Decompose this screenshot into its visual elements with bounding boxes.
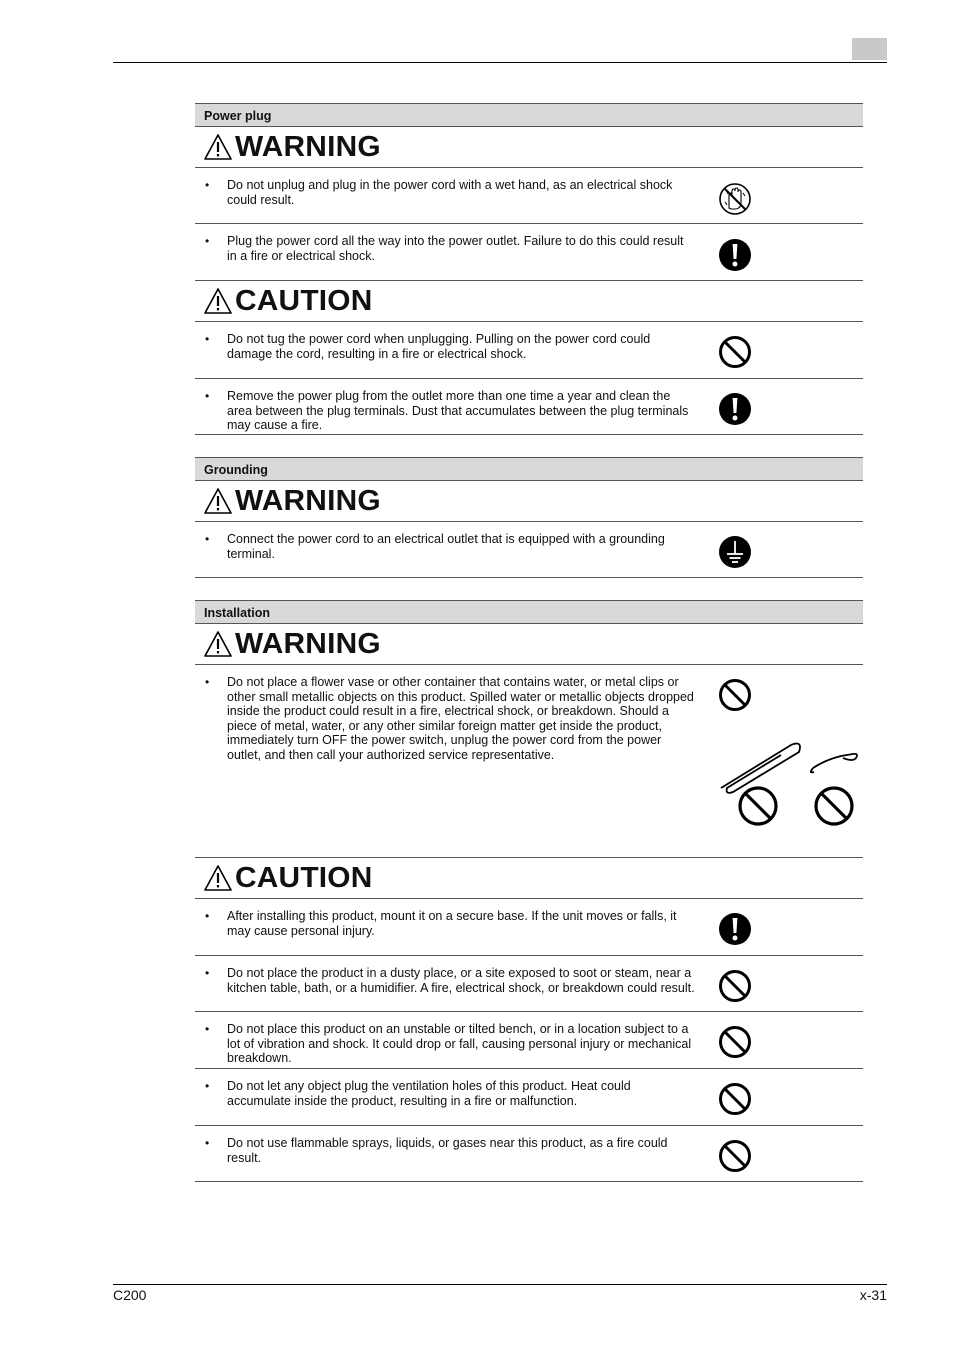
list-item — [195, 522, 863, 578]
header-rule — [113, 62, 887, 63]
section-title-installation: Installation — [195, 600, 863, 624]
list-item — [195, 899, 863, 956]
ground-icon — [718, 535, 752, 569]
no-wet-hands-icon — [718, 182, 752, 216]
bullet: • — [205, 909, 210, 923]
prohibition-icon — [718, 1025, 752, 1059]
bullet: • — [205, 675, 210, 689]
paper-clip-icon — [713, 740, 863, 835]
prohibition-icon — [718, 1082, 752, 1116]
bullet: • — [205, 1079, 210, 1093]
list-item — [195, 1126, 863, 1182]
caution-label: CAUTION — [235, 861, 373, 894]
section-title-power-plug: Power plug — [195, 103, 863, 127]
exclamation-icon — [718, 912, 752, 946]
exclamation-icon — [718, 238, 752, 272]
prohibition-icon — [718, 1139, 752, 1173]
warning-triangle-icon — [204, 631, 232, 657]
warning-banner — [195, 127, 863, 168]
item-text: Do not place a flower vase or other container that contains water, or metal clips or other small metallic objects on this product. Spilled water or metallic objects dropped inside the product could result in a fire, electrical shock, or breakdown. Should a piece of metal, water, or any other similar foreign matter get inside the product, immediately turn OFF the power switch, unplug the power cord from the power outlet, and then call your authorized service representative. — [227, 675, 694, 762]
list-item — [195, 379, 863, 435]
exclamation-icon — [718, 392, 752, 426]
footer-page-number: x-31 — [859, 1287, 887, 1303]
list-item — [195, 322, 863, 379]
caution-banner — [195, 858, 863, 899]
warning-banner — [195, 481, 863, 522]
bullet: • — [205, 234, 210, 248]
item-text: Do not tug the power cord when unplugging. Pulling on the power cord could damage the cord, resulting in a fire or electrical shock. — [227, 332, 651, 361]
chapter-tab-marker — [852, 38, 887, 60]
bullet: • — [205, 1136, 210, 1150]
warning-banner — [195, 624, 863, 665]
prohibition-icon — [718, 969, 752, 1003]
list-item — [195, 168, 863, 224]
list-item — [195, 224, 863, 281]
warning-label: WARNING — [235, 484, 381, 517]
bullet: • — [205, 178, 210, 192]
warning-triangle-icon — [204, 288, 232, 314]
warning-label: WARNING — [235, 627, 381, 660]
prohibition-icon — [718, 678, 752, 712]
warning-triangle-icon — [204, 865, 232, 891]
safety-content — [195, 103, 863, 1182]
footer-rule — [113, 1284, 887, 1285]
item-text: After installing this product, mount it on a secure base. If the unit moves or falls, it may cause personal injury. — [227, 909, 677, 938]
footer-model: C200 — [113, 1287, 147, 1303]
item-text: Connect the power cord to an electrical outlet that is equipped with a grounding terminal. — [227, 532, 665, 561]
caution-label: CAUTION — [235, 284, 373, 317]
warning-triangle-icon — [204, 488, 232, 514]
bullet: • — [205, 532, 210, 546]
list-item — [195, 1012, 863, 1069]
list-item — [195, 665, 863, 858]
caution-banner — [195, 281, 863, 322]
item-text: Do not place the product in a dusty place, or a site exposed to soot or steam, near a kitchen table, bath, or a humidifier. A fire, electrical shock, or breakdown could result. — [227, 966, 695, 995]
item-text: Do not unplug and plug in the power cord with a wet hand, as an electrical shock could result. — [227, 178, 673, 207]
warning-label: WARNING — [235, 130, 381, 163]
bullet: • — [205, 332, 210, 346]
item-text: Do not let any object plug the ventilation holes of this product. Heat could accumulate inside the product, resulting in a fire or malfunction. — [227, 1079, 631, 1108]
warning-triangle-icon — [204, 134, 232, 160]
item-text: Remove the power plug from the outlet more than one time a year and clean the area between the plug terminals. Dust that accumulates between the plug terminals may cause a fire. — [227, 389, 689, 432]
item-text: Plug the power cord all the way into the power outlet. Failure to do this could result in a fire or electrical shock. — [227, 234, 684, 263]
section-title-grounding: Grounding — [195, 457, 863, 481]
bullet: • — [205, 1022, 210, 1036]
list-item — [195, 956, 863, 1012]
list-item — [195, 1069, 863, 1126]
item-text: Do not place this product on an unstable or tilted bench, or in a location subject to a lot of vibration and shock. It could drop or fall, causing personal injury or mechanical breakdown. — [227, 1022, 692, 1065]
bullet: • — [205, 966, 210, 980]
bullet: • — [205, 389, 210, 403]
item-text: Do not use flammable sprays, liquids, or gases near this product, as a fire could result. — [227, 1136, 668, 1165]
prohibition-icon — [718, 335, 752, 369]
